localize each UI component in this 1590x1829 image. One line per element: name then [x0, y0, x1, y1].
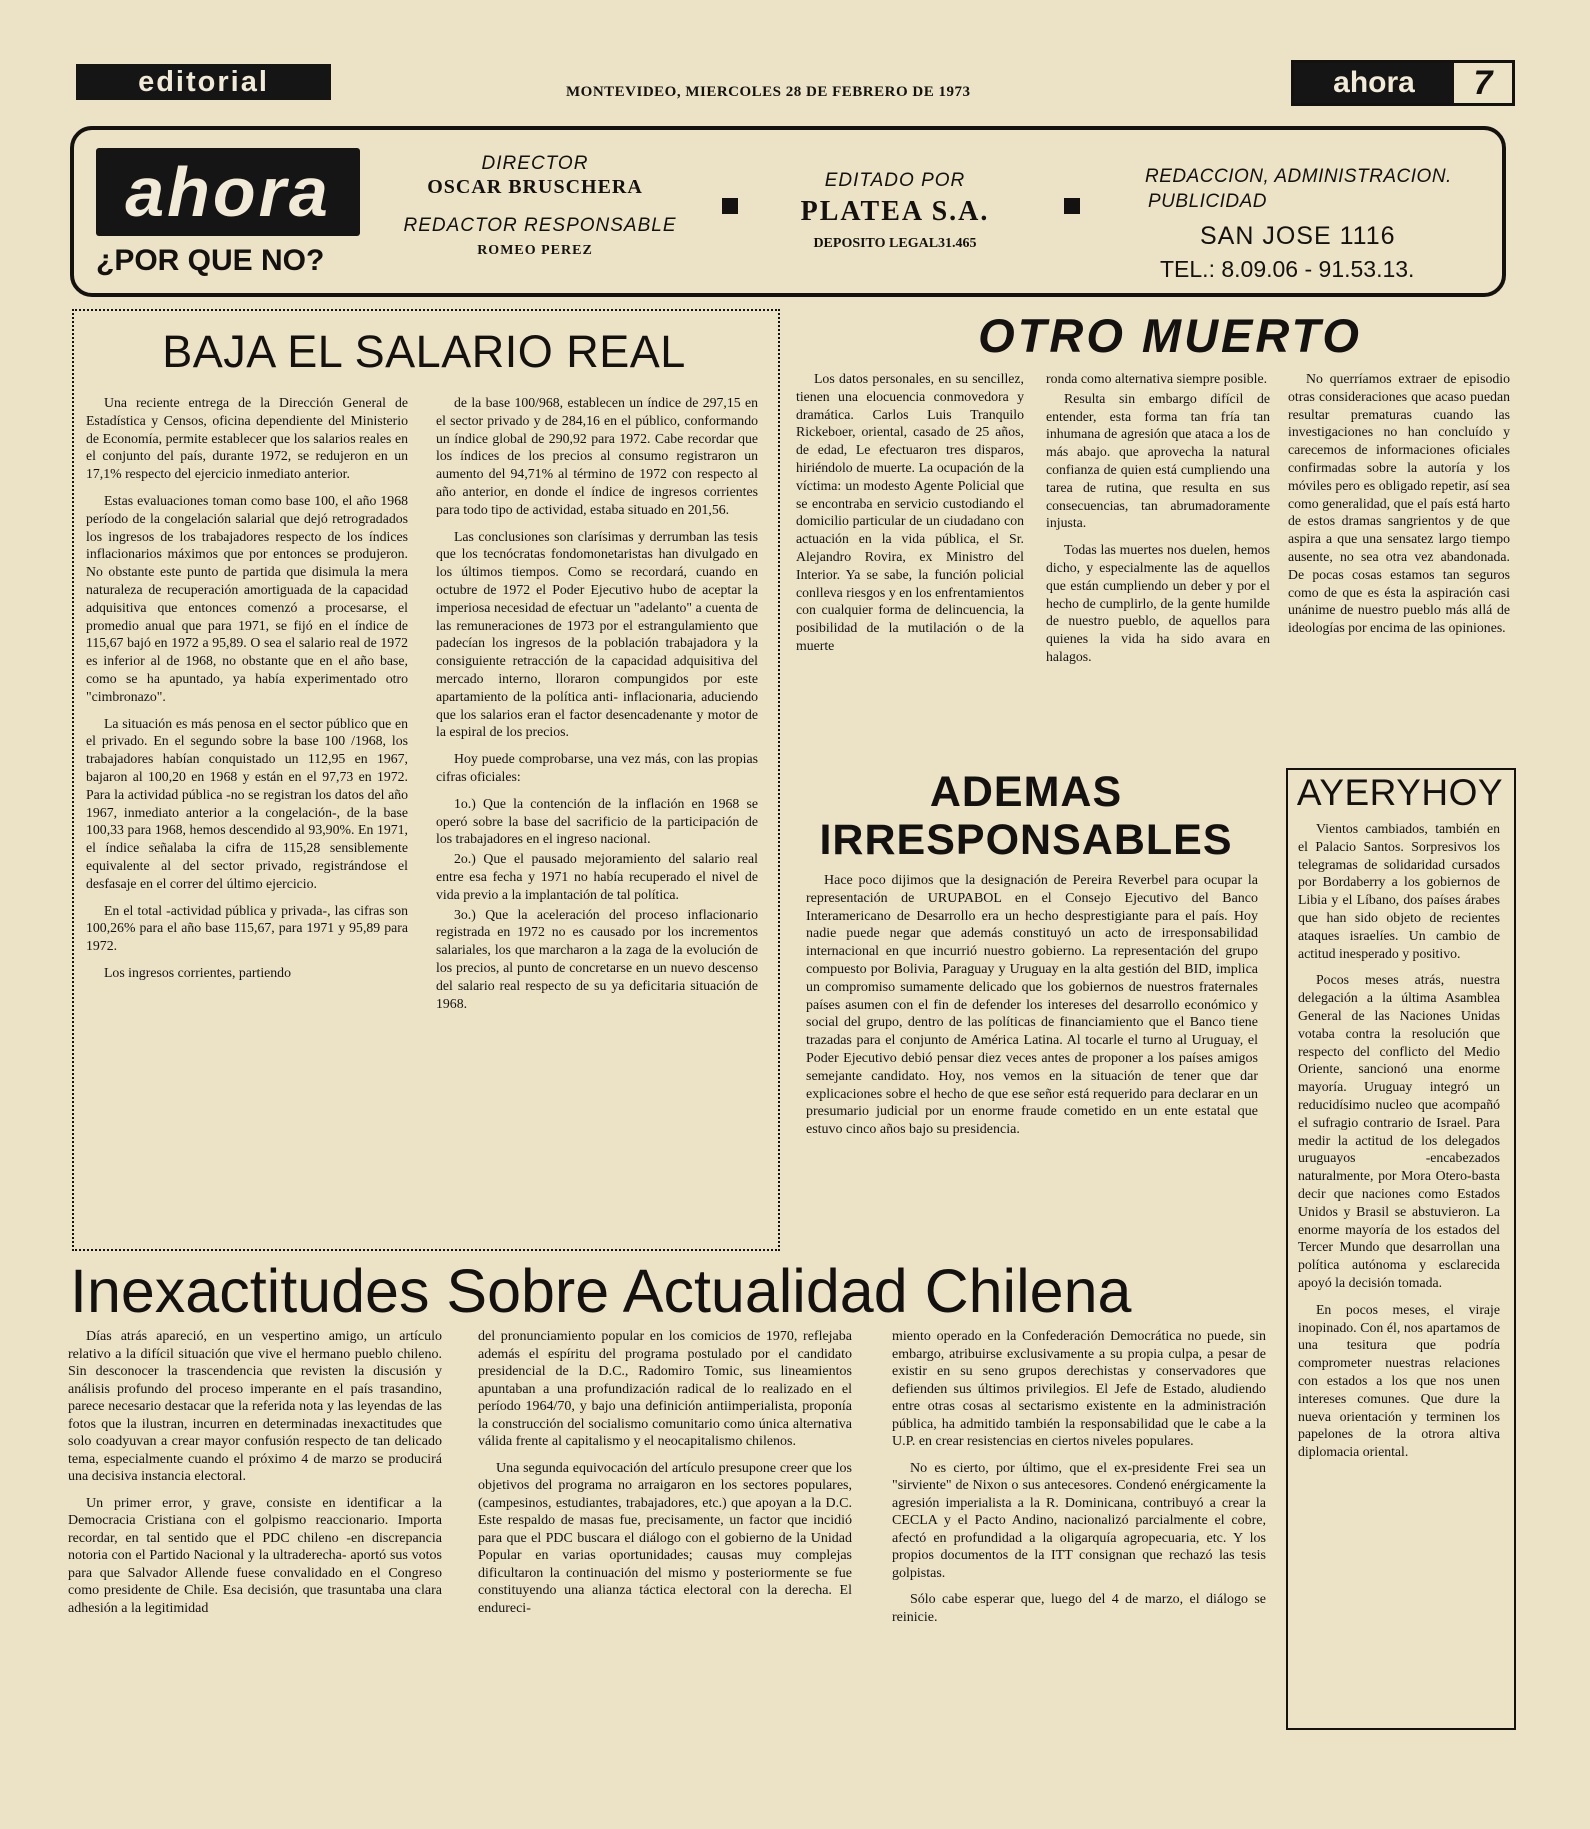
paragraph: 2o.) Que el pausado mejoramiento del salario real entre esa fecha y 1971 no había recuperado el nivel de vida previo a la implantación de tal política.: [436, 851, 758, 902]
redactor-name: ROMEO PEREZ: [477, 243, 593, 258]
director-name: OSCAR BRUSCHERA: [427, 176, 643, 198]
paragraph: En el total -actividad pública y privada-, las cifras son 100,26% para el año base 115,67, para 1971 y 95,89 para 1972.: [86, 902, 408, 954]
paragraph: Una reciente entrega de la Dirección General de Estadística y Censos, oficina dependiente del Ministerio de Economía, permite establecer que los salarios reales en el conjunto del país, durante 1972, se redujeron en un 17,1% respecto del ejercicio inmediato anterior.: [86, 395, 408, 482]
paragraph: del pronunciamiento popular en los comicios de 1970, reflejaba además el espíritu del programa postulado por el candidato presidencial de la D.C., Radomiro Tomic, sus lineamientos apuntaban a una profundización radical de lo realizado en el período 1964/70, y bajo una definición antiimperialista, proponía la construcción del socialismo comunitario como única alternativa válida frente al capitalismo y el neocapitalismo chilenos.: [478, 1329, 852, 1449]
page-number: 7: [1473, 63, 1493, 102]
address: SAN JOSE 1116: [1200, 222, 1396, 250]
paragraph: Resulta sin embargo difícil de entender, esta forma tan fría tan inhumana de agresión que ataca a los de más abajo. que aprovecha la natural confianza de quien está cumpliendo una tarea de rutina, que resulta en sus consecuencias, tan abrumadoramente injusta.: [1046, 390, 1270, 531]
muerto-column-1: [796, 370, 1024, 655]
irresponsables-body: [806, 872, 1258, 1139]
chilena-headline: Inexactitudes Sobre Actualidad Chilena: [70, 1257, 1132, 1325]
paragraph: Los ingresos corrientes, partiendo: [104, 964, 291, 980]
muerto-column-2: [1046, 370, 1270, 666]
redactor-label: REDACTOR RESPONSABLE: [403, 215, 677, 236]
deposito-legal: DEPOSITO LEGAL31.465: [813, 236, 977, 251]
paragraph: No es cierto, por último, que el ex-presidente Frei sea un "sirviente" de Nixon o sus antecesores. Condenó enérgicamente la agresión imperialista a la R. Dominicana, contribuyó a crear la CECLA y el Pacto Andino, nacionalizó parcialmente el cobre, afectó en profundidad a la oligarquía agropecuaria, etc. Y los propios documentos de la ITT consignan que rechazó las tesis golpistas.: [892, 1460, 1266, 1581]
paragraph: miento operado en la Confederación Democrática no puede, sin embargo, atribuirse exclusivamente a su propia culpa, a pesar de existir en su seno grupos derechistas y conservadores que defienden sus últimos privilegios. El Jefe de Estado, aludiendo entre otras cosas al sectarismo existente en la administración pública, ha admitido también la responsabilidad que le cabe a la U.P. en crear resistencias en ciertos niveles populares.: [892, 1329, 1266, 1449]
paragraph: Vientos cambiados, también en el Palacio Santos. Sorpresivos los telegramas de solidaridad cursados por Bordaberry a los gobiernos de Libia y el Líbano, dos países árabes que han sido objeto de recientes ataques israelíes. Un cambio de actitud inesperado y positivo.: [1298, 821, 1500, 961]
chilena-column-2: [478, 1328, 852, 1617]
publisher-name: PLATEA S.A.: [800, 196, 990, 227]
salario-column-2: [436, 394, 758, 1012]
ayeryhoy-body: [1298, 820, 1500, 1461]
paragraph: de la base 100/968, establecen un índice de 297,15 en el sector privado y de 284,16 en el público, conformando un índice global de 290,92 para 1972. Cabe recordar que los índices de los precios al consumo registraron un aumento del 94,71% al término de 1972 con respecto al año anterior, en donde el índice de ingresos corrientes para todo tipo de actividad, estaba situado en 201,56.: [436, 395, 758, 517]
paragraph: Un primer error, y grave, consiste en identificar a la Democracia Cristiana con el golpismo reaccionario. Importa recordar, en tal sentido que el PDC chileno -en discrepancia notoria con el Partido Nacional y la ultraderecha- aportó sus votos para que Salvador Allende fuese convalidado en el Congreso como presidente de Chile. Esa decisión, que trasuntaba una clara adhesión a la legitimidad: [68, 1495, 442, 1616]
paragraph: Hace poco dijimos que la designación de Pereira Reverbel para ocupar la representación de URUPABOL en el Consejo Ejecutivo del Banco Interamericano de Desarrollo era un hecho desprestigiante para el país. Hoy nadie puede negar que además constituyó un acto de irresponsabilidad internacional en que incurrió nuestro gobierno. La representación del grupo compuesto por Bolivia, Paraguay y Uruguay en la alta gestión del BID, implica un compromiso sumamente delicado que los gobiernos de nuestros fraternales países asumen con el fin de defender los intereses del desarrollo económico y social del grupo, dentro de las políticas de financiamiento que el Banco tiene trazadas para el conjunto de América Latina. Al tocarle el turno al Uruguay, el Poder Ejecutivo debió pensar diez veces antes de proponer a los países amigos semejante candidato. Hoy, nos vemos en la situación de tener que dar explicaciones sobre el hecho de que ese señor está requerido para declarar en un presumario judicial por un enorme fraude cometido en un ente estatal que estuvo cinco años bajo su presidencia.: [806, 873, 1258, 1138]
paragraph: Sólo cabe esperar que, luego del 4 de marzo, el diálogo se reinicie.: [892, 1592, 1266, 1625]
paragraph: Pocos meses atrás, nuestra delegación a la última Asamblea General de las Naciones Unidas votaba contra la resolución que respecto del conflicto del Medio Oriente, sancionó una enorme mayoría. Uruguay integró un reducidísimo nucleo que acompañó el sufragio contrario de Israel. Para medir la actitud de los delegados uruguayos -encabezados naturalmente, por Mora Otero-basta decir que naciones como Estados Unidos y Brasil se abstuvieron. La enorme mayoría de los estados del Tercer Mundo que desarrollan una política autónoma y esclarecida apoyó la decisión tomada.: [1298, 972, 1500, 1290]
paragraph: Hoy puede comprobarse, una vez más, con las propias cifras oficiales:: [436, 751, 758, 784]
masthead-slogan: ¿POR QUE NO?: [96, 244, 325, 277]
editado-label: EDITADO POR: [824, 170, 966, 191]
salario-column-1: [86, 394, 408, 982]
masthead-logo: ahora: [96, 148, 360, 236]
ayeryhoy-headline: AYERYHOY: [1296, 772, 1504, 813]
publicidad-label: PUBLICIDAD: [1148, 191, 1268, 212]
paragraph: Una segunda equivocación del artículo presupone creer que los objetivos del programa no arraigaron en los sectores populares, (campesinos, estudiantes, trabajadores, etc.) que apoyan a la D.C. Este respaldo de masas fue, precisamente, un factor que incidió para que el PDC buscara el diálogo con el gobierno de la Unidad Popular en varias oportunidades; causas muy complejas dificultaron la continuación del mismo y posteriormente se fue constituyendo una alianza táctica electoral con la derecha. El endureci-: [478, 1460, 852, 1616]
page-header-box: [1291, 60, 1515, 106]
paragraph: ronda como alternativa siempre posible.: [1046, 371, 1268, 386]
muerto-column-3: [1288, 370, 1510, 637]
paragraph: Las conclusiones son clarísimas y derrumban las tesis que los tecnócratas fondomonetaristas han divulgado en los últimos tiempos. Como se recordará, cuando en octubre de 1972 el Poder Ejecutivo hubo de aceptar la imperiosa necesidad de efectuar un "adelanto" a cuenta de las remuneraciones de 1973 por el estrangulamiento que padecían los ingresos de la población trabajadora y la consiguiente retracción de la capacidad adquisitiva del mercado interno, lloraron compungidos por este apartamiento de la política anti- inflacionaria, aduciendo que los salarios eran el factor desencadenante y motor de la espiral de los precios.: [436, 528, 758, 740]
paragraph: 1o.) Que la contención de la inflación en 1968 se operó sobre la base del sacrificio de la participación de los trabajadores en el ingreso nacional.: [436, 795, 758, 847]
redaccion-label: REDACCION, ADMINISTRACION.: [1145, 166, 1452, 187]
director-label: DIRECTOR: [481, 153, 589, 174]
irresponsables-headline-line1: ADEMAS: [929, 768, 1123, 816]
paper-name: ahora: [1294, 63, 1454, 103]
paragraph: Estas evaluaciones toman como base 100, el año 1968 período de la congelación salarial que dejó retrogradados los ingresos de los trabajadores respecto de los índices inflacionarios máximos que por entonces se produjeron. No obstante este punto de partida que disimula la mera naturaleza de recuperación amortiguada de la capacidad adquisitiva que entonces comenzó a procesarse, el promedio anual que para 1971, se fijó en el índice de 115,67 bajó en 1972 a 95,89. O sea el salario real de 1972 es inferior al de 1968, no obstante que en el año base, como se ha apuntado, ya había experimentado otro "cimbronazo".: [86, 492, 408, 704]
muerto-headline: OTRO MUERTO: [978, 309, 1362, 362]
paragraph: 3o.) Que la aceleración del proceso inflacionario registrada en 1972 no es causado por los incrementos salariales, los que marcharon a la zaga de la evolución de los precios, al punto de concretarse en un nuevo descenso del salario real respecto de su ya deficitaria situación de 1968.: [436, 906, 758, 1011]
chilena-column-1: [68, 1328, 442, 1617]
separator-square: [1064, 198, 1080, 214]
phone: TEL.: 8.09.06 - 91.53.13.: [1160, 256, 1415, 282]
paragraph: Todas las muertes nos duelen, hemos dicho, y especialmente las de aquellos que están cumpliendo un deber y por el hecho de cumplirlo, de la gente humilde de nuestro pueblo, de aquellos para quienes la vida ha sido avara en halagos.: [1046, 542, 1270, 664]
dateline: MONTEVIDEO, MIERCOLES 28 DE FEBRERO DE 1973: [566, 84, 971, 100]
paragraph: Los datos personales, en su sencillez, tienen una elocuencia conmovedora y dramática. Carlos Luis Tranquilo Rickeboer, oriental, casado de 25 años, de edad, Le efectuaron tres disparos, hiriéndolo de muerte. La ocupación de la víctima: un modesto Agente Policial que se encontraba en servicio custodiando el domicilio particular de un ciudadano con actuación en la vida pública, el Sr. Alejandro Rovira, ex Ministro del Interior. Ya se sabe, la función policial conlleva riesgos y en los enfrentamientos con cualquier forma de delincuencia, la posibilidad de la mutilación o de la muerte: [796, 371, 1024, 653]
irresponsables-headline-line2: IRRESPONSABLES: [819, 816, 1233, 864]
paragraph: En pocos meses, el viraje inopinado. Con él, nos apartamos de una tesitura que podría comprometer nuestras relaciones con estados a los que nos unen intereses comunes. Que dure la nueva orientación y terminen los papelones de la otrora altiva diplomacia oriental.: [1298, 1301, 1500, 1460]
paragraph: Días atrás apareció, en un vespertino amigo, un artículo relativo a la difícil situación que vive el hermano pueblo chileno. Sin desconocer la trascendencia que revisten la discusión y análisis profundo del proceso imperante en el país trasandino, parece necesario destacar que la referida nota y las leyendas de las fotos que la ilustran, incurren en determinadas inexactitudes que solo coadyuvan a crear mayor confusión respecto de tan delicado tema, especialmente cuando el próximo 4 de marzo se producirá una decisiva instancia electoral.: [68, 1329, 442, 1484]
separator-square: [722, 198, 738, 214]
paragraph: La situación es más penosa en el sector público que en el privado. En el segundo sobre la base 100 /1968, los trabajadores habían conquistado un 112,95 en 1967, bajaron al 100,20 en 1968 y están en el 97,73 en 1972. Para la actividad pública -no se registran los datos del año 1967, inmediato anterior a la congelación-, de la base 100,33 para 1968, hemos descendido al 93,90%. En 1971, el índice señalaba la cifra de 115,28 sensiblemente equivalente al del sector privado, registrándose el desfasaje en el correr del último ejercicio.: [86, 715, 408, 891]
section-tag: editorial: [76, 64, 331, 100]
salario-headline: BAJA EL SALARIO REAL: [162, 326, 686, 377]
paragraph: No querríamos extraer de episodio otras consideraciones que acaso puedan resultar prematuras cuando las investigaciones no han concluído y carecemos de informaciones oficiales confirmadas sobre la autoría y los móviles pero es obligado repetir, así sea como generalidad, que el país está harto de estos dramas sangrientos y de que aspira a que una sensatez largo tiempo ausente, no sea otra vez abandonada. De pocas cosas estamos tan seguros como de que es ésta la aspiración casi unánime de nuestro pueblo más allá de ideologías por encima de las opiniones.: [1288, 371, 1510, 636]
chilena-column-3: [892, 1328, 1266, 1626]
